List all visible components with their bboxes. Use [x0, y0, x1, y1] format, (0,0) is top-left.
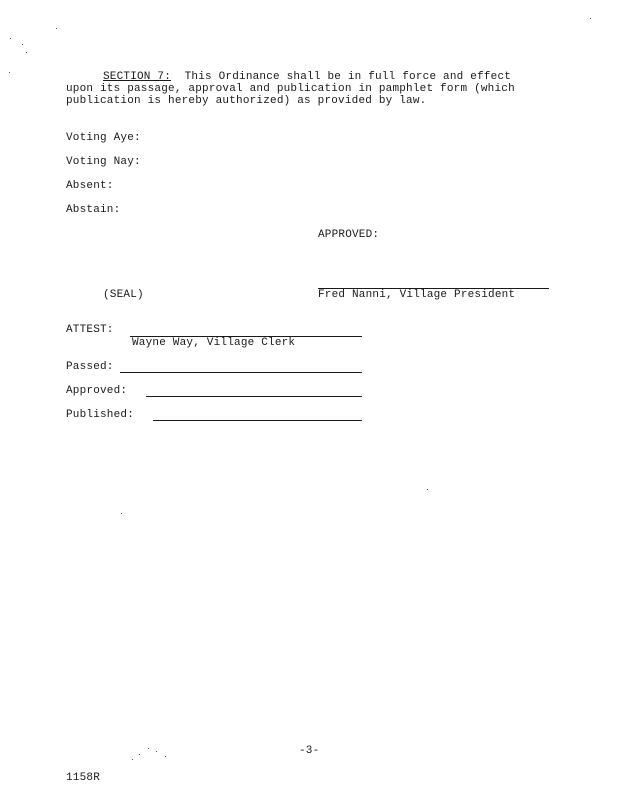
page-number: -3-: [299, 745, 320, 757]
approved-date-line: [146, 396, 362, 397]
clerk-signature-label: Wayne Way, Village Clerk: [132, 337, 296, 349]
document-code: 1158R: [66, 772, 101, 784]
scan-speck: [56, 28, 57, 29]
passed-date-line: [120, 372, 362, 373]
scan-speck: [427, 489, 428, 490]
seal-label: (SEAL): [103, 289, 144, 301]
attest-label: ATTEST:: [66, 324, 114, 336]
scan-speck: [10, 38, 11, 39]
scan-speck: [121, 513, 122, 514]
scan-speck: [148, 748, 149, 749]
scan-speck: [165, 756, 166, 757]
scan-speck: [9, 72, 10, 73]
voting-aye-label: Voting Aye:: [66, 132, 141, 144]
scan-speck: [139, 754, 140, 755]
published-date-line: [153, 420, 362, 421]
scan-speck: [590, 18, 591, 19]
approved-heading: APPROVED:: [318, 229, 380, 241]
abstain-label: Abstain:: [66, 204, 121, 216]
scan-speck: [26, 52, 27, 53]
scan-speck: [22, 44, 23, 45]
approved-date-label: Approved:: [66, 385, 128, 397]
section-line1-text: This Ordinance shall be in full force and effect: [171, 71, 512, 83]
absent-label: Absent:: [66, 180, 114, 192]
section-paragraph-line2: upon its passage, approval and publication in pamphlet form (which: [66, 83, 515, 95]
section-heading: SECTION 7:: [103, 71, 172, 83]
voting-nay-label: Voting Nay:: [66, 156, 141, 168]
president-signature-label: Fred Nanni, Village President: [318, 289, 516, 301]
published-label: Published:: [66, 409, 135, 421]
passed-label: Passed:: [66, 361, 114, 373]
section-paragraph-line3: publication is hereby authorized) as provided by law.: [66, 95, 427, 107]
scan-speck: [132, 759, 133, 760]
section-paragraph-line1: [103, 71, 511, 83]
scan-speck: [156, 751, 157, 752]
